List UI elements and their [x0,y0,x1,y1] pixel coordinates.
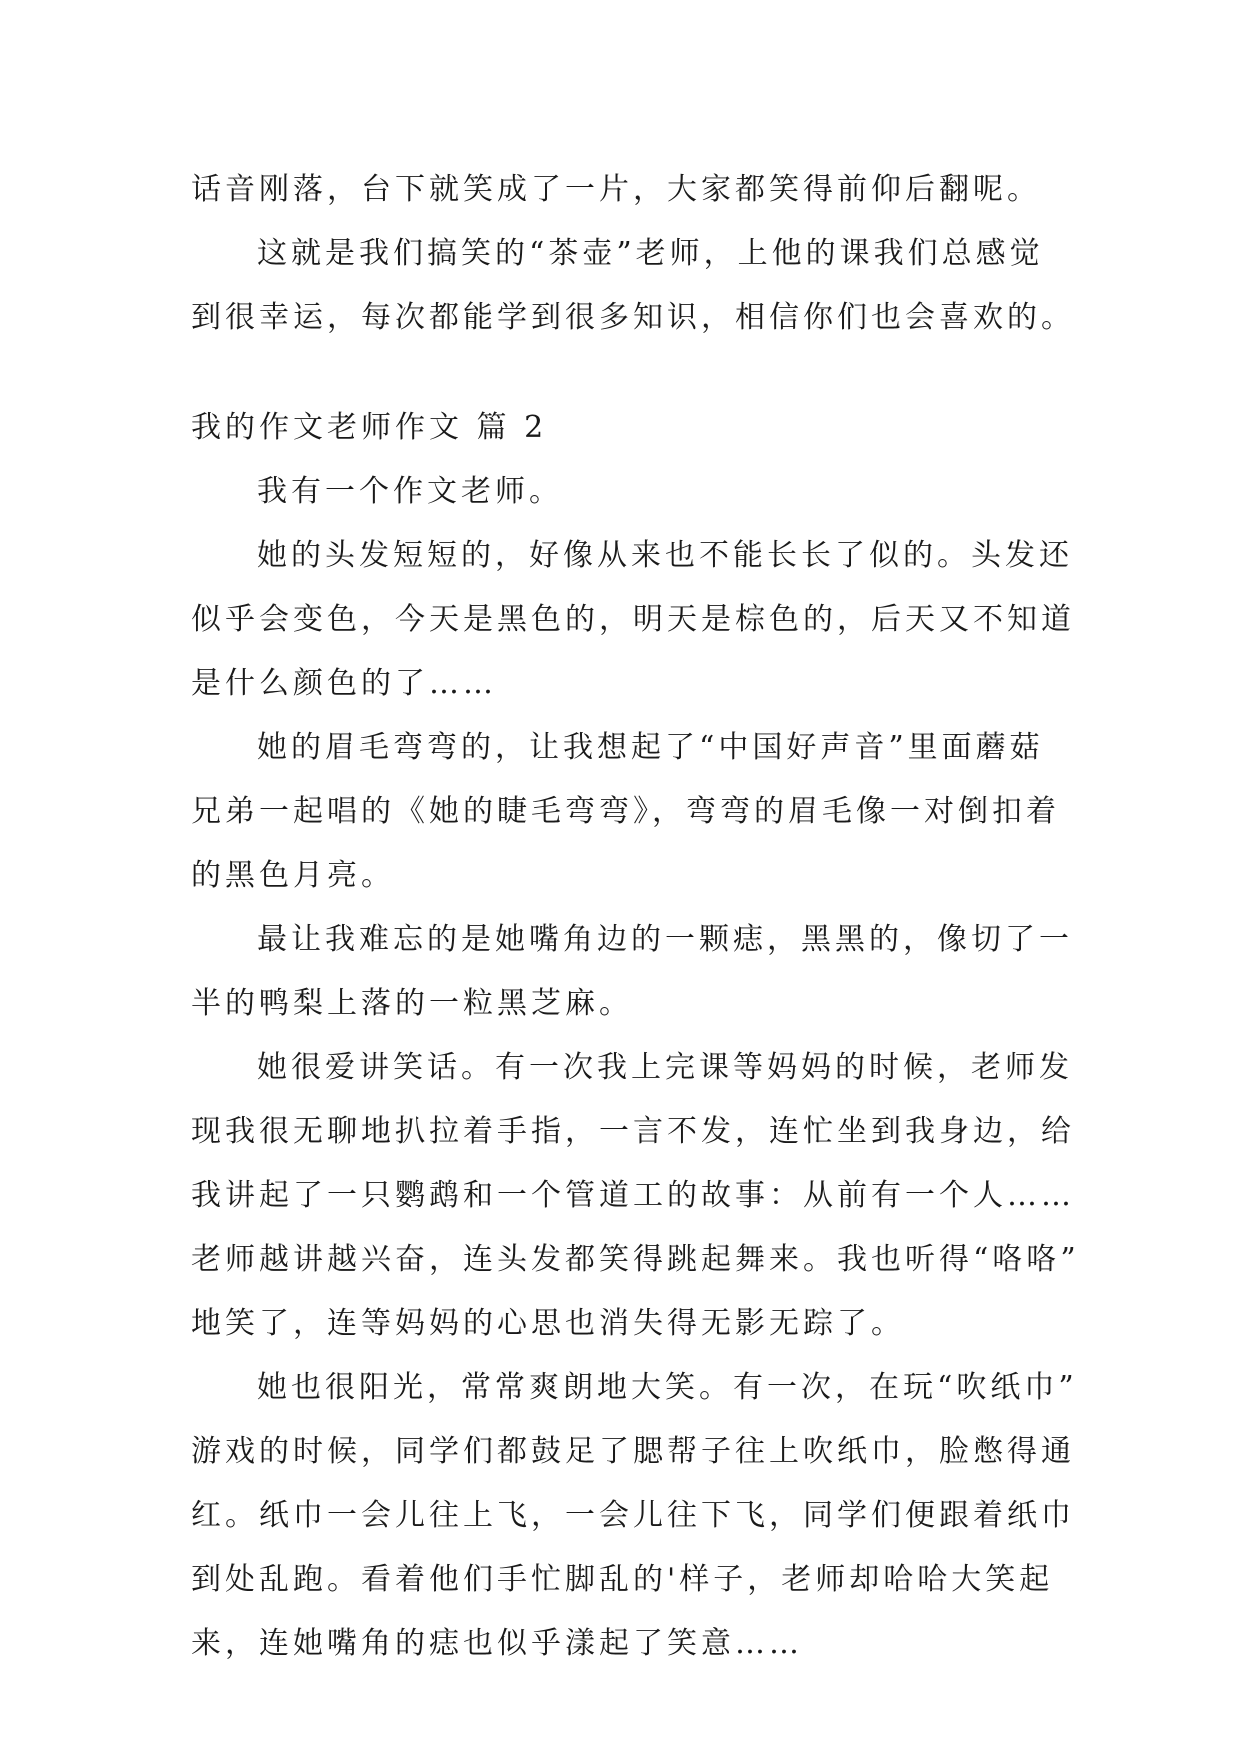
section-heading: 我的作文老师作文 篇 2 [191,410,548,445]
text-line: 游戏的时候，同学们都鼓足了腮帮子往上吹纸巾，脸憋得通 [191,1434,1075,1469]
text-line: 兄弟一起唱的《她的睫毛弯弯》，弯弯的眉毛像一对倒扣着 [191,794,1060,829]
text-line: 的黑色月亮。 [191,858,395,893]
paragraph [191,524,1075,716]
text-line: 来，连她嘴角的痣也似乎漾起了笑意…… [191,1626,803,1661]
text-line: 我讲起了一只鹦鹉和一个管道工的故事：从前有一个人…… [191,1178,1075,1213]
paragraph [191,908,1071,1036]
text-line: 话音刚落，台下就笑成了一片，大家都笑得前仰后翻呢。 [191,172,1041,207]
text-line: 现我很无聊地扒拉着手指，一言不发，连忙坐到我身边，给 [191,1114,1075,1149]
text-line: 似乎会变色，今天是黑色的，明天是棕色的，后天又不知道 [191,602,1075,637]
text-line: 半的鸭梨上落的一粒黑芝麻。 [191,986,633,1021]
document-body [191,158,1080,1676]
text-line: 她很爱讲笑话。有一次我上完课等妈妈的时候，老师发 [257,1050,1073,1085]
text-line: 到处乱跑。看着他们手忙脚乱的'样子，老师却哈哈大笑起 [191,1562,1054,1597]
paragraph [191,716,1071,908]
text-line: 到很幸运，每次都能学到很多知识，相信你们也会喜欢的。 [191,300,1075,335]
paragraph [191,1036,1080,1356]
text-line: 她的眉毛弯弯的，让我想起了“中国好声音”里面蘑菇 [257,730,1044,765]
text-line: 我有一个作文老师。 [257,474,563,509]
paragraph [191,222,1075,350]
text-line: 最让我难忘的是她嘴角边的一颗痣，黑黑的，像切了一 [257,922,1073,957]
text-line: 老师越讲越兴奋，连头发都笑得跳起舞来。我也听得“咯咯” [191,1242,1080,1277]
paragraph [191,158,1071,222]
text-line: 她也很阳光，常常爽朗地大笑。有一次，在玩“吹纸巾” [257,1370,1078,1405]
text-line: 地笑了，连等妈妈的心思也消失得无影无踪了。 [191,1306,905,1341]
section-spacer [191,350,1071,396]
text-line: 这就是我们搞笑的“茶壶”老师，上他的课我们总感觉 [257,236,1044,271]
paragraph [191,460,1071,524]
text-line: 红。纸巾一会儿往上飞，一会儿往下飞，同学们便跟着纸巾 [191,1498,1075,1533]
text-line: 她的头发短短的，好像从来也不能长长了似的。头发还 [257,538,1073,573]
paragraph [191,1356,1078,1676]
text-line: 是什么颜色的了…… [191,666,497,701]
